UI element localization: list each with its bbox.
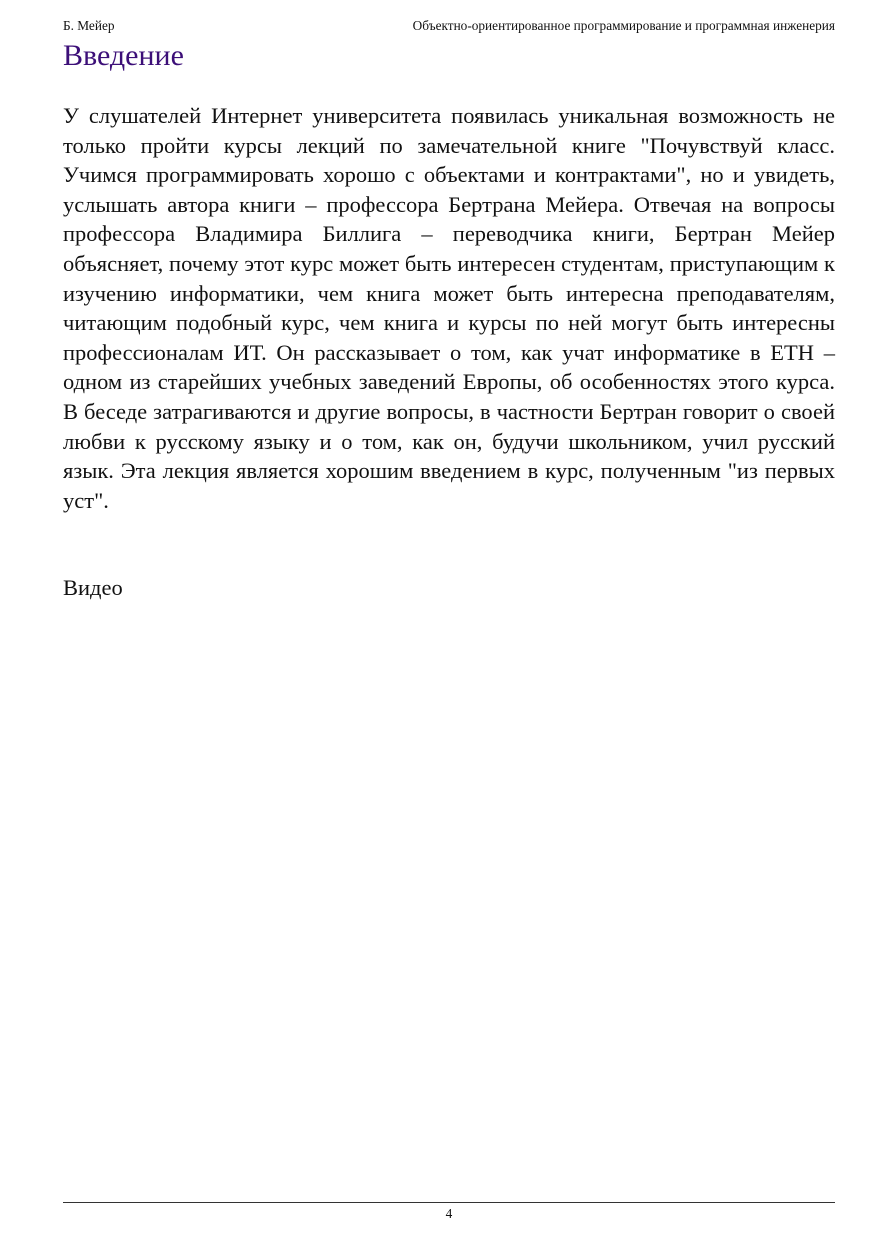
page-number: 4 xyxy=(445,1206,453,1221)
running-header xyxy=(63,17,835,35)
section-heading: Введение xyxy=(63,39,184,72)
header-author: Б. Мейер xyxy=(63,18,115,33)
header-book-title: Объектно-ориентированное программирование и программная инженерия xyxy=(412,18,835,33)
footer-divider xyxy=(63,1202,835,1203)
video-label: Видео xyxy=(63,575,123,600)
intro-paragraph: У слушателей Интернет университета появилась уникальная возможность не только пройти курсы лекций по замечательной книге "Почувствуй класс. Учимся программировать хорошо с объектами и контрактами", но и увидеть, услышать автора книги – профессора Бертрана Мейера. Отвечая на вопросы профессора Владимира Биллига – переводчика книги, Бертран Мейер объясняет, почему этот курс может быть интересен студентам, приступающим к изучению информатики, чем книга может быть интересна преподавателям, читающим подобный курс, чем книга и курсы по ней могут быть интересны профессионалам ИТ. Он рассказывает о том, как учат информатике в ETH – одном из старейших учебных заведений Европы, об особенностях этого курса. В беседе затрагиваются и другие вопросы, в частности Бертран говорит о своей любви к русскому языку и о том, как он, будучи школьником, учил русский язык. Эта лекция является хорошим введением в курс, полученным "из первых уст". xyxy=(63,103,835,513)
